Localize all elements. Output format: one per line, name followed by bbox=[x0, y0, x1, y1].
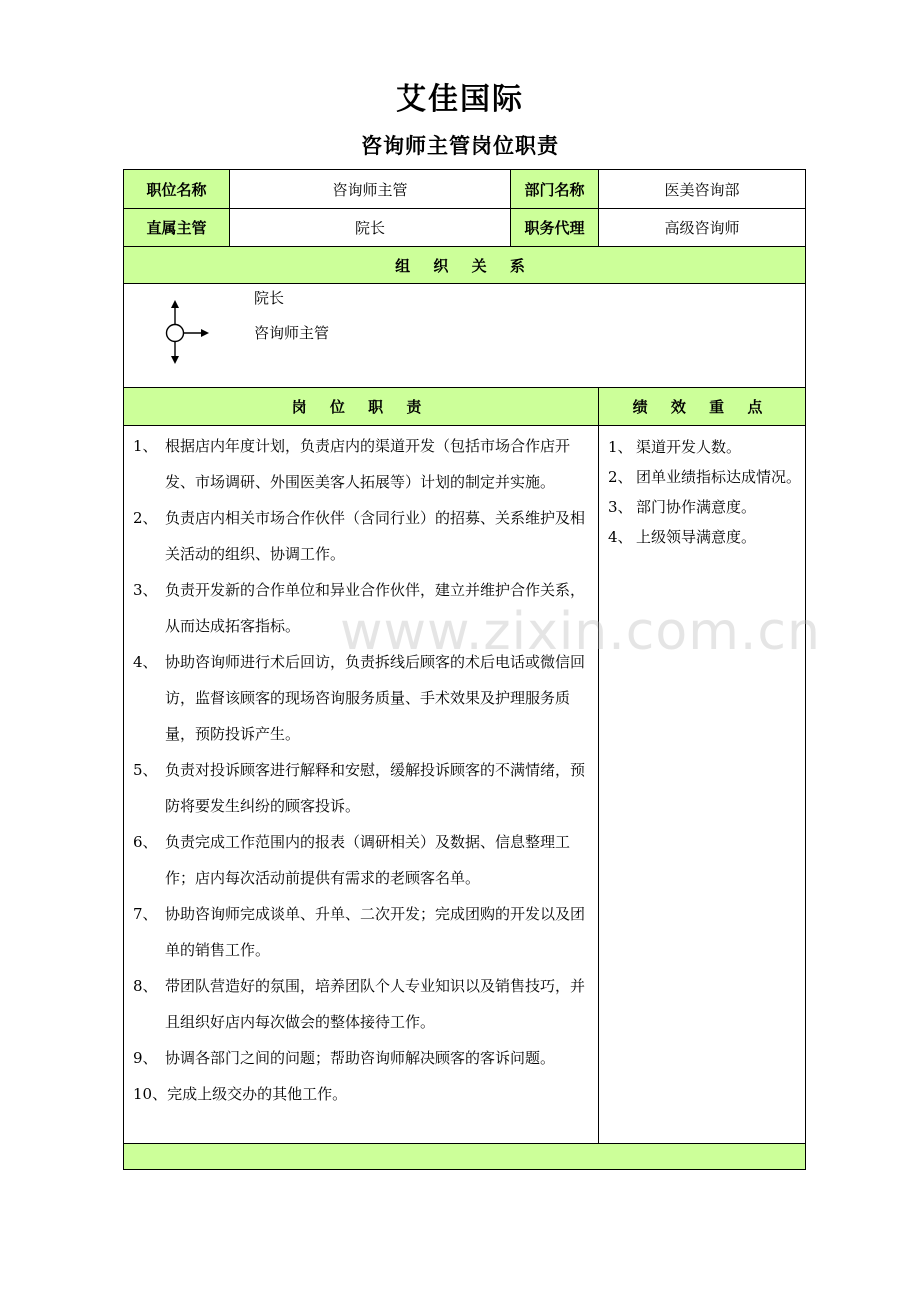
department-value: 医美咨询部 bbox=[598, 169, 806, 209]
position-label: 职位名称 bbox=[123, 169, 230, 209]
org-relation-header: 组 织 关 系 bbox=[123, 246, 806, 284]
deputy-label: 职务代理 bbox=[510, 208, 599, 247]
item-number: 4、 bbox=[608, 528, 633, 546]
org-cross-arrows-icon bbox=[158, 300, 214, 366]
duties-list bbox=[133, 428, 593, 1112]
item-text: 渠道开发人数。 bbox=[636, 438, 742, 456]
list-item bbox=[133, 1076, 593, 1112]
item-number: 5、 bbox=[133, 761, 158, 779]
item-number: 7、 bbox=[133, 905, 158, 923]
list-item bbox=[608, 462, 806, 492]
item-number: 10、 bbox=[133, 1085, 168, 1103]
company-title: 艾佳国际 bbox=[396, 82, 524, 117]
item-number: 8、 bbox=[133, 977, 158, 995]
item-number: 1、 bbox=[608, 438, 633, 456]
org-self-label: 咨询师主管 bbox=[254, 324, 330, 342]
item-number: 2、 bbox=[608, 468, 633, 486]
list-item bbox=[133, 824, 593, 896]
list-item bbox=[608, 522, 806, 552]
list-item bbox=[133, 428, 593, 500]
deputy-value: 高级咨询师 bbox=[598, 208, 806, 247]
list-item bbox=[133, 896, 593, 968]
list-item bbox=[608, 432, 806, 462]
item-number: 9、 bbox=[133, 1049, 158, 1067]
list-item bbox=[133, 1040, 593, 1076]
list-item bbox=[608, 492, 806, 522]
list-item bbox=[133, 572, 593, 644]
item-number: 4、 bbox=[133, 653, 158, 671]
position-value: 咨询师主管 bbox=[229, 169, 511, 209]
item-text: 根据店内年度计划，负责店内的渠道开发（包括市场合作店开发、市场调研、外围医美客人拓展等）计划的制定并实施。 bbox=[165, 437, 571, 491]
item-text: 部门协作满意度。 bbox=[636, 498, 757, 516]
list-item bbox=[133, 968, 593, 1040]
item-text: 负责完成工作范围内的报表（调研相关）及数据、信息整理工作；店内每次活动前提供有需求的老顾客名单。 bbox=[165, 833, 571, 887]
performance-header: 绩 效 重 点 bbox=[598, 387, 806, 426]
item-text: 上级领导满意度。 bbox=[636, 528, 757, 546]
item-text: 负责店内相关市场合作伙伴（含同行业）的招募、关系维护及相关活动的组织、协调工作。 bbox=[165, 509, 586, 563]
item-number: 6、 bbox=[133, 833, 158, 851]
performance-list bbox=[608, 432, 806, 552]
document-title: 咨询师主管岗位职责 bbox=[361, 133, 559, 158]
item-text: 带团队营造好的氛围，培养团队个人专业知识以及销售技巧，并且组织好店内每次做会的整体接待工作。 bbox=[165, 977, 586, 1031]
org-superior-label: 院长 bbox=[254, 289, 285, 307]
list-item bbox=[133, 644, 593, 752]
item-number: 1、 bbox=[133, 437, 158, 455]
supervisor-label: 直属主管 bbox=[123, 208, 230, 247]
department-label: 部门名称 bbox=[510, 169, 599, 209]
item-text: 完成上级交办的其他工作。 bbox=[167, 1085, 348, 1103]
item-text: 负责开发新的合作单位和异业合作伙伴，建立并维护合作关系，从而达成拓客指标。 bbox=[165, 581, 586, 635]
item-text: 协助咨询师完成谈单、升单、二次开发；完成团购的开发以及团单的销售工作。 bbox=[165, 905, 586, 959]
list-item bbox=[133, 752, 593, 824]
item-number: 3、 bbox=[608, 498, 633, 516]
supervisor-value: 院长 bbox=[229, 208, 511, 247]
item-text: 协助咨询师进行术后回访，负责拆线后顾客的术后电话或微信回访，监督该顾客的现场咨询服务质量、手术效果及护理服务质量，预防投诉产生。 bbox=[165, 653, 586, 743]
item-text: 负责对投诉顾客进行解释和安慰，缓解投诉顾客的不满情绪，预防将要发生纠纷的顾客投诉。 bbox=[165, 761, 586, 815]
item-text: 团单业绩指标达成情况。 bbox=[636, 468, 802, 486]
duties-header: 岗 位 职 责 bbox=[123, 387, 599, 426]
footer-strip bbox=[123, 1143, 806, 1170]
item-number: 3、 bbox=[133, 581, 158, 599]
item-number: 2、 bbox=[133, 509, 158, 527]
watermark: www.zixin.com.cn bbox=[340, 602, 821, 662]
list-item bbox=[133, 500, 593, 572]
item-text: 协调各部门之间的问题；帮助咨询师解决顾客的客诉问题。 bbox=[165, 1049, 556, 1067]
org-relation-section bbox=[123, 283, 806, 388]
